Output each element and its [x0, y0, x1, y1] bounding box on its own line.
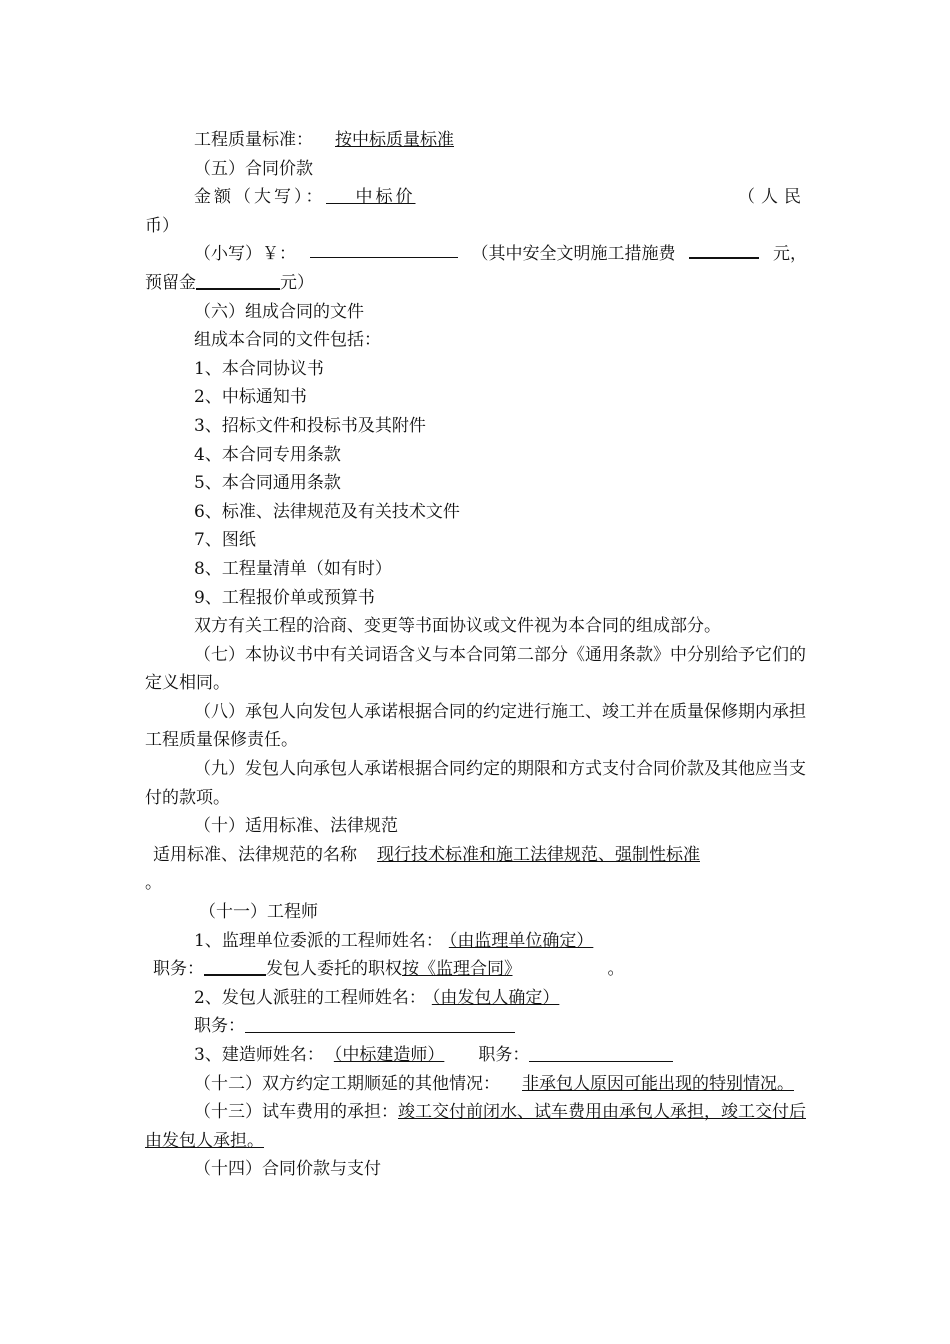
engineer-1-end: 。 — [607, 959, 625, 980]
doc-item: 7、图纸 — [194, 530, 256, 551]
builder-duty-label: 职务： — [478, 1045, 530, 1065]
quality-label: 工程质量标准： — [194, 130, 313, 150]
reserve-fund-blank — [196, 271, 280, 290]
doc-item: 9、工程报价单或预算书 — [194, 587, 375, 608]
safety-fee-blank — [689, 240, 759, 259]
amount-continuation: 币） — [145, 215, 179, 236]
small-mid: （其中安全文明施工措施费 — [471, 244, 676, 265]
engineer-1-authority-value: 按《监理合同》 — [402, 959, 513, 980]
engineer-1-value: （由监理单位确定） — [448, 930, 594, 951]
section-10-heading: （十）适用标准、法律规范 — [194, 816, 398, 837]
doc-item: 4、本合同专用条款 — [194, 444, 341, 465]
engineer-1-label: 1、监理单位委派的工程师姓名： — [194, 930, 443, 951]
section-5-heading: （五）合同价款 — [194, 158, 313, 179]
engineer-2-label: 2、发包人派驻的工程师姓名： — [194, 987, 426, 1008]
section-14-heading: （十四）合同价款与支付 — [194, 1159, 381, 1180]
section-12-label: （十二）双方约定工期顺延的其他情况： — [194, 1073, 500, 1094]
engineer-1-authority-label: 发包人委托的职权 — [266, 959, 402, 980]
quality-value: 按中标质量标准 — [335, 130, 454, 150]
amount-lead-blank — [326, 186, 356, 204]
engineer-1-duty-line — [145, 955, 807, 984]
section-7-text: （七）本协议书中有关词语含义与本合同第二部分《通用条款》中分别给予它们的定义相同。 — [145, 644, 806, 694]
reserve-label: 预留金 — [145, 272, 196, 293]
standards-line — [145, 841, 807, 870]
section-12-value: 非承包人原因可能出现的特别情况。 — [522, 1073, 794, 1094]
engineer-2-duty-label: 职务： — [194, 1016, 245, 1037]
doc-item: 2、中标通知书 — [194, 387, 307, 408]
section-13-label: （十三）试车费用的承担： — [194, 1102, 398, 1123]
small-amount-line — [145, 240, 807, 269]
section-12-text — [145, 1070, 807, 1099]
builder-line — [145, 1041, 807, 1070]
engineer-2-duty-line — [145, 1012, 807, 1041]
builder-value: （中标建造师） — [333, 1045, 445, 1065]
engineer-2-value: （由发包人确定） — [431, 987, 560, 1008]
doc-item: 1、本合同协议书 — [194, 358, 324, 379]
engineer-1-line — [145, 927, 807, 956]
section-8-text: （八）承包人向发包人承诺根据合同的约定进行施工、竣工并在质量保修期内承担工程质量保修责任。 — [145, 701, 806, 751]
section-13-value: 竣工交付前闭水、试车费用由承包人承担，竣工交付后由发包人承担。 — [145, 1102, 806, 1151]
amount-suffix: （人民 — [738, 187, 807, 208]
document-page — [145, 126, 807, 1184]
amount-value: 中标价 — [355, 187, 416, 208]
builder-label: 3、建造师姓名： — [194, 1045, 324, 1065]
small-amount-blank — [310, 240, 458, 258]
standards-value: 现行技术标准和施工法律规范、强制性标准 — [377, 844, 700, 865]
doc-item: 8、工程量清单（如有时） — [194, 558, 392, 579]
standards-label: 适用标准、法律规范的名称 — [153, 844, 357, 865]
amount-label: 金额（大写）： — [194, 187, 326, 208]
docs-intro: 组成本合同的文件包括： — [194, 330, 381, 351]
small-yuan1: 元， — [773, 244, 807, 265]
reserve-fund-line — [145, 269, 807, 298]
engineer-1-duty-label: 职务： — [153, 959, 204, 980]
section-13-text — [145, 1098, 807, 1155]
doc-item: 6、标准、法律规范及有关技术文件 — [194, 501, 460, 522]
doc-item: 5、本合同通用条款 — [194, 473, 341, 494]
docs-note: 双方有关工程的洽商、变更等书面协议或文件视为本合同的组成部分。 — [194, 616, 721, 637]
builder-duty-blank — [529, 1044, 673, 1062]
section-9-text: （九）发包人向承包人承诺根据合同约定的期限和方式支付合同价款及其他应当支付的款项。 — [145, 759, 806, 808]
reserve-yuan: 元） — [280, 272, 314, 293]
amount-line — [145, 183, 807, 212]
engineer-2-line — [145, 984, 807, 1013]
section-6-heading: （六）组成合同的文件 — [194, 301, 364, 322]
small-label: （小写）￥： — [194, 244, 296, 265]
standards-end: 。 — [145, 873, 162, 894]
engineer-2-duty-blank — [245, 1015, 515, 1033]
doc-item: 3、招标文件和投标书及其附件 — [194, 415, 426, 436]
engineer-1-duty-blank — [204, 957, 266, 976]
section-11-heading: （十一）工程师 — [199, 902, 318, 923]
quality-standard-line — [145, 126, 807, 155]
